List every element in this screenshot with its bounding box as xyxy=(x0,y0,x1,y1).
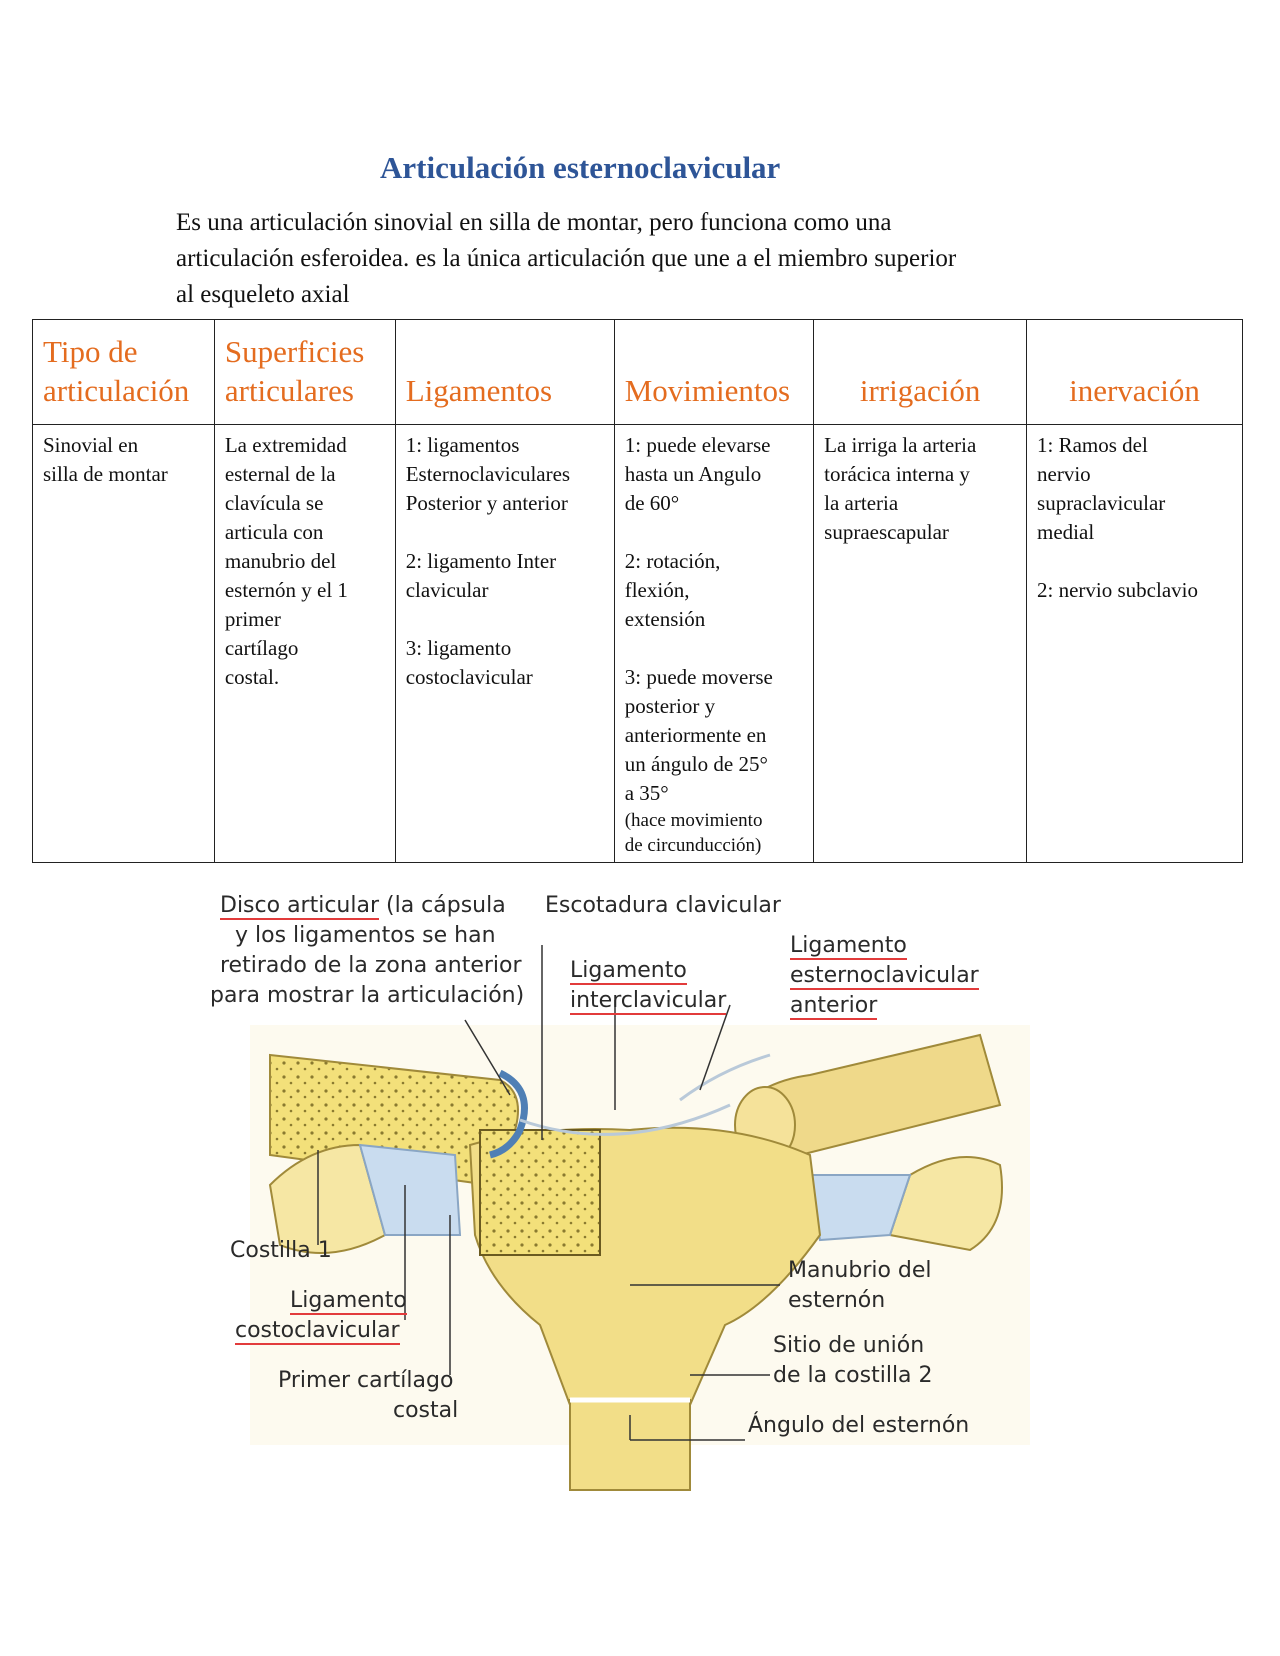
table-header-row xyxy=(33,320,1243,425)
label-text: Ligamento xyxy=(790,933,907,958)
label-escotadura: Escotadura clavicular xyxy=(545,893,781,918)
label-text: Ligamento xyxy=(290,1288,407,1313)
cell-tipo: Sinovial en silla de montar xyxy=(33,425,215,863)
intro-paragraph xyxy=(176,205,1126,313)
label-sitio-union-2: de la costilla 2 xyxy=(773,1363,933,1388)
label-costilla-1: Costilla 1 xyxy=(230,1238,332,1263)
movimientos-text: 1: puede elevarse hasta un Angulo de 60° 2: rotación, flexión, extensión 3: puede moverse posterior y anteriormente en un ángulo de 25° a 35° xyxy=(624,433,773,805)
cell-ligamentos: 1: ligamentos Esternoclaviculares Posterior y anterior 2: ligamento Inter clavicular 3: ligamento costoclavicular xyxy=(395,425,614,863)
table-row xyxy=(33,425,1243,863)
label-lig-esternoclavicular-2 xyxy=(790,960,979,992)
intro-line: Es una articulación sinovial en silla de montar, pero funciona como una xyxy=(176,209,892,236)
label-text: (la cápsula xyxy=(379,893,506,918)
header-ligamentos: Ligamentos xyxy=(395,320,614,425)
intro-line: al esqueleto axial xyxy=(176,281,350,308)
label-text: Disco articular xyxy=(220,893,380,918)
label-text: anterior xyxy=(790,993,878,1018)
cell-movimientos xyxy=(614,425,813,863)
page-title: Articulación esternoclavicular xyxy=(380,150,781,185)
label-text: y los ligamentos se han xyxy=(235,923,496,948)
label-primer-cartilago-2: costal xyxy=(393,1398,459,1423)
label-angulo-esternon: Ángulo del esternón xyxy=(748,1413,970,1438)
summary-table xyxy=(32,319,1243,863)
header-irrigacion: irrigación xyxy=(814,320,1027,425)
header-superficies: Superficies articulares xyxy=(214,320,395,425)
header-movimientos: Movimientos xyxy=(614,320,813,425)
label-lig-esternoclavicular-3 xyxy=(790,990,877,1022)
sternum-body-shape xyxy=(570,1400,690,1490)
cell-irrigacion: La irriga la arteria torácica interna y la arteria supraescapular xyxy=(814,425,1027,863)
label-text: Ligamento xyxy=(570,958,687,983)
label-disco-articular xyxy=(220,890,506,922)
label-lig-interclavicular xyxy=(570,955,687,987)
cell-inervacion: 1: Ramos del nervio supraclavicular medial 2: nervio subclavio xyxy=(1027,425,1243,863)
label-text: interclavicular xyxy=(570,988,727,1013)
movimientos-note: (hace movimiento de circunducción) xyxy=(624,810,763,856)
label-text: retirado de la zona anterior xyxy=(220,953,522,978)
label-manubrio-2: esternón xyxy=(788,1288,886,1313)
label-manubrio: Manubrio del xyxy=(788,1258,932,1283)
label-lig-costoclavicular-2 xyxy=(235,1315,400,1347)
anatomy-figure xyxy=(210,893,1070,1525)
header-inervacion: inervación xyxy=(1027,320,1243,425)
label-lig-interclavicular-2 xyxy=(570,985,726,1017)
label-lig-esternoclavicular xyxy=(790,930,907,962)
label-text: para mostrar la articulación) xyxy=(210,983,525,1008)
label-primer-cartilago: Primer cartílago xyxy=(278,1368,454,1393)
intro-line: articulación esferoidea. es la única articulación que une a el miembro superior xyxy=(176,245,957,272)
label-lig-costoclavicular xyxy=(290,1285,407,1317)
label-sitio-union: Sitio de unión xyxy=(773,1333,925,1358)
header-tipo: Tipo de articulación xyxy=(33,320,215,425)
label-text: costoclavicular xyxy=(235,1318,400,1343)
label-text: esternoclavicular xyxy=(790,963,979,988)
cell-superficies: La extremidad esternal de la clavícula se articula con manubrio del esternón y el 1 primer cartílago costal. xyxy=(214,425,395,863)
